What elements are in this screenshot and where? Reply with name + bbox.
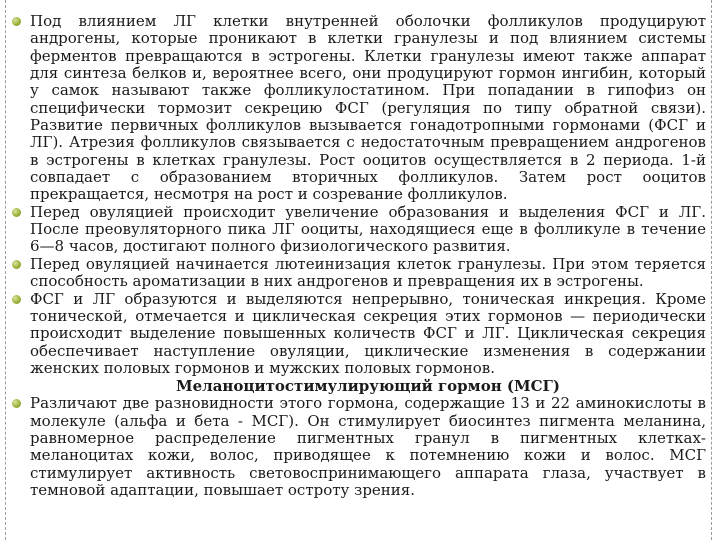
slide-content [10, 13, 706, 499]
bullet-icon [12, 399, 21, 408]
right-dashed-border [711, 0, 712, 540]
bullet-item-ovulation [10, 204, 706, 256]
paragraph-text: Перед овуляцией происходит увеличение образования и выделения ФСГ и ЛГ. После преовуляторного пика ЛГ ооциты, находящиеся еще в фолликуле в течение 6—8 часов, достигают полного физиологического развития. [30, 202, 706, 256]
section-heading: Меланоцитостимулирующий гормон (МСГ) [175, 377, 560, 396]
bullet-icon [12, 17, 21, 26]
bullet-item-secretion [10, 291, 706, 378]
paragraph-text: Различают две разновидности этого гормона, содержащие 13 и 22 аминокислоты в молекуле (альфа и бета - МСГ). Он стимулирует биосинтез пигмента меланина, равномерное распределение пигментных гранул в пигментных клетках-меланоцитах кожи, волос, приводящее к потемнению кожи и волос. МСГ стимулирует активность световоспринимающего аппарата глаза, участвует в темновой адаптации, повышает остроту зрения. [30, 394, 706, 499]
bullet-icon [12, 260, 21, 269]
bullet-item-lh-follicles [10, 13, 706, 204]
left-dashed-border [5, 0, 6, 540]
bullet-icon [12, 208, 21, 217]
paragraph-text: Под влиянием ЛГ клетки внутренней оболочки фолликулов продуцируют андрогены, которые проникают в клетки гранулезы и под влиянием системы ферментов превращаются в эстрогены. Клетки гранулезы имеют также аппарат для синтеза белков и, вероятнее всего, они продуцируют гормон ингибин, который у самок называют также фолликулостатином. При попадании в гипофиз он специфически тормозит секрецию ФСГ (регуляция по типу обратной связи). Развитие первичных фолликулов вызывается гонадотропными гормонами (ФСГ и ЛГ). Атрезия фолликулов связывается с недостаточным превращением андрогенов в эстрогены в клетках гранулезы. Рост ооцитов осуществляется в 2 периода. 1-й совпадает с образованием вторичных фолликулов. Затем рост ооцитов прекращается, несмотря на рост и созревание фолликулов. [30, 12, 706, 204]
bullet-icon [12, 295, 21, 304]
bullet-item-msh [10, 395, 706, 499]
paragraph-text: ФСГ и ЛГ образуются и выделяются непрерывно, тоническая инкреция. Кроме тонической, отмечается и циклическая секреция этих гормонов — периодически происходит выделение повышенных количеств ФСГ и ЛГ. Циклическая секреция обеспечивает наступление овуляции, циклические изменения в содержании женских половых гормонов и мужских половых гормонов. [30, 289, 706, 377]
paragraph-text: Перед овуляцией начинается лютеинизация клеток гранулезы. При этом теряется способность ароматизации в них андрогенов и превращения их в эстрогены. [30, 254, 706, 291]
bullet-item-luteinization [10, 256, 706, 291]
